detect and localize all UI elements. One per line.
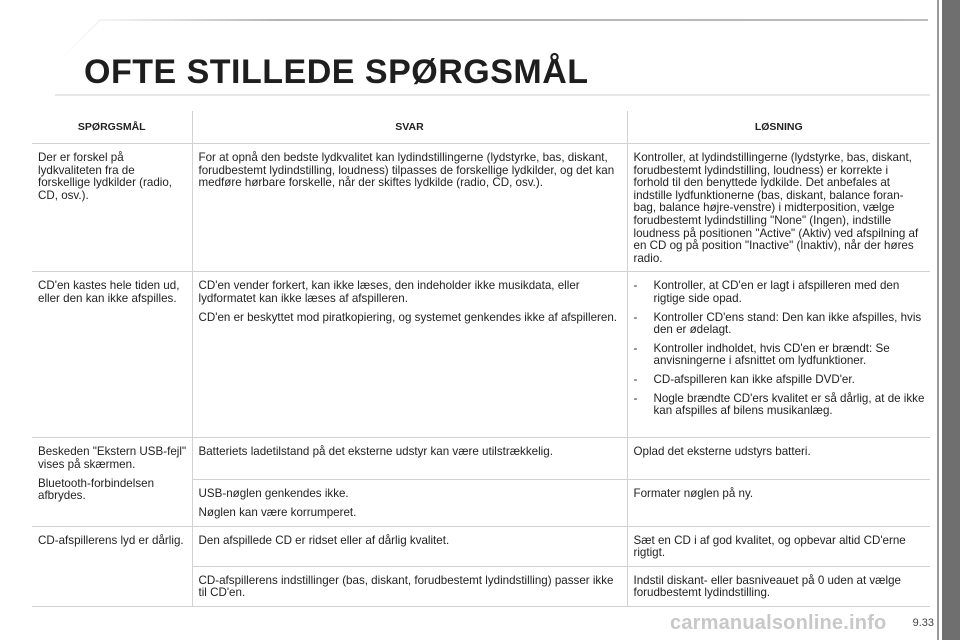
question-cell: [32, 144, 192, 272]
answer-text: Nøglen kan være korrumperet.: [198, 505, 357, 519]
solution-cell: [627, 272, 930, 438]
solution-text: Kontroller, at lydindstillingerne (lydstyrke, bas, diskant, forudbestemt lydindstilling, loudness) er korrekte i forhold til den benyttede lydkilde. Det anbefales at indstille lydfunktionerne (bas, diskant, balance foran-bag, balance højre-venstre) i midterposition, vælge forudbestemt lydindstilling "None" (Ingen), indstille loudness på positionen "Active" (Aktiv) ved afspilning af en CD og på position "Inactive" (Inaktiv), når der høres radio.: [633, 151, 919, 265]
answer-text: CD-afspillerens indstillinger (bas, diskant, forudbestemt lydindstilling) passer ikke til CD'en.: [198, 573, 614, 600]
column-header-answer: SVAR: [192, 111, 627, 144]
answer-text: CD'en er beskyttet mod piratkopiering, og systemet genkendes ikke af afspilleren.: [198, 310, 618, 324]
column-header-solution: LØSNING: [627, 111, 930, 144]
list-dash: -: [633, 279, 638, 293]
list-item-text: Kontroller, at CD'en er lagt i afspilleren med den rigtige side opad.: [653, 279, 900, 305]
answer-text: Batteriets ladetilstand på det eksterne udstyr kan være utilstrækkelig.: [198, 445, 553, 459]
solution-cell: [627, 144, 930, 272]
page-number: 9.33: [912, 617, 934, 629]
answer-cell: [192, 438, 627, 480]
answer-cell: [192, 566, 627, 606]
table-row: [32, 272, 930, 438]
answer-cell: [192, 272, 627, 438]
answer-text: USB-nøglen genkendes ikke.: [198, 487, 349, 501]
answer-text: CD'en vender forkert, kan ikke læses, den indeholder ikke musikdata, eller lydformatet kan ikke læses af afspilleren.: [198, 279, 580, 305]
list-item-text: Nogle brændte CD'ers kvalitet er så dårlig, at de ikke kan afspilles af bilens musikanlæg.: [653, 391, 925, 418]
watermark-text: carmanualsonline.info: [670, 612, 887, 634]
solution-text: Oplad det eksterne udstyrs batteri.: [633, 445, 811, 459]
table-row: [32, 438, 930, 480]
answer-cell: [192, 144, 627, 272]
question-text: Der er forskel på lydkvaliteten fra de forskellige lydkilder (radio, CD, osv.).: [38, 151, 173, 202]
answer-text: Den afspillede CD er ridset eller af dårlig kvalitet.: [198, 533, 450, 547]
question-cell: [32, 272, 192, 438]
question-text: Beskeden "Ekstern USB-fejl" vises på skærmen.: [38, 445, 187, 471]
list-item-text: Kontroller indholdet, hvis CD'en er brændt: Se anvisningerne i afsnittet om lydfunktioner.: [653, 341, 890, 368]
table-row: [32, 144, 930, 272]
page-edge-bar: [942, 0, 960, 640]
solution-text: Formater nøglen på ny.: [633, 487, 754, 501]
list-item: [634, 343, 927, 368]
question-text: CD'en kastes hele tiden ud, eller den kan ikke afspilles.: [38, 279, 180, 305]
column-header-question: SPØRGSMÅL: [32, 111, 192, 144]
table-header-row: [32, 111, 930, 144]
list-item-text: Kontroller CD'ens stand: Den kan ikke afspilles, hvis den er ødelagt.: [653, 310, 922, 337]
answer-cell: [192, 526, 627, 566]
solution-cell: [627, 438, 930, 480]
table-row: [32, 526, 930, 566]
answer-text: For at opnå den bedste lydkvalitet kan lydindstillingerne (lydstyrke, bas, diskant, forudbestemt lydindstilling, loudness) tilpasses de forskellige lydkilder, og det kan medføre hørbare forskelle, når der skiftes lydkilde (radio, CD, osv.).: [198, 151, 615, 190]
solution-cell: [627, 566, 930, 606]
question-text: CD-afspillerens lyd er dårlig.: [38, 533, 184, 547]
list-dash: -: [633, 372, 638, 386]
question-cell: [32, 526, 192, 606]
list-dash: -: [633, 310, 638, 324]
list-dash: -: [633, 391, 638, 405]
list-item: [634, 374, 927, 387]
solution-list: [634, 280, 927, 417]
question-cell: [32, 438, 192, 526]
faq-table: [32, 111, 930, 607]
solution-text: Indstil diskant- eller basniveauet på 0 uden at vælge forudbestemt lydindstilling.: [633, 573, 901, 600]
solution-text: Sæt en CD i af god kvalitet, og opbevar altid CD'erne rigtigt.: [633, 533, 906, 560]
list-item-text: CD-afspilleren kan ikke afspille DVD'er.: [653, 372, 855, 386]
solution-cell: [627, 480, 930, 526]
page-title: OFTE STILLEDE SPØRGSMÅL: [84, 53, 589, 91]
list-item: [634, 280, 927, 305]
list-item: [634, 312, 927, 337]
solution-cell: [627, 526, 930, 566]
question-text: Bluetooth-forbindelsen afbrydes.: [38, 476, 155, 503]
list-dash: -: [633, 341, 638, 355]
list-item: [634, 393, 927, 418]
answer-cell: [192, 480, 627, 526]
